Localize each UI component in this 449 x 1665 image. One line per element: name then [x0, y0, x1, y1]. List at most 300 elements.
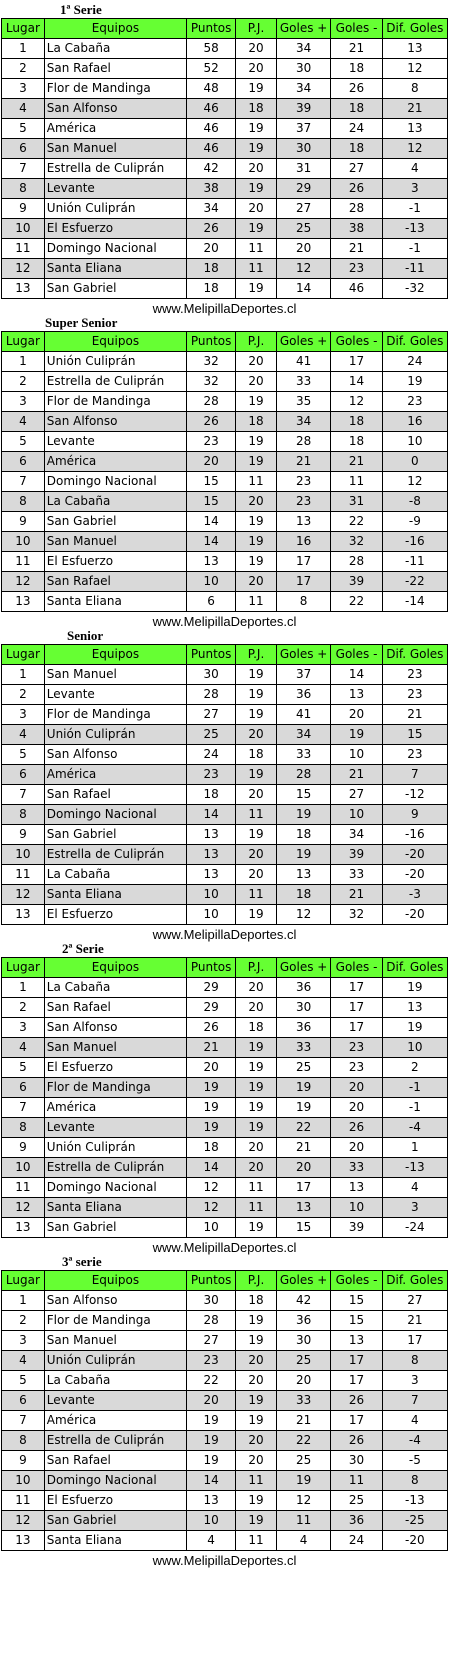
cell-puntos: 14 [187, 1471, 236, 1491]
cell-puntos: 48 [187, 79, 236, 99]
table-row [2, 1018, 448, 1038]
table-row [2, 1291, 448, 1311]
cell-goles-favor: 27 [276, 199, 331, 219]
cell-dif-goles: -22 [382, 572, 447, 592]
cell-goles-favor: 30 [276, 59, 331, 79]
cell-pj: 11 [236, 472, 277, 492]
cell-pj: 20 [236, 199, 277, 219]
col-header-pj: P.J. [236, 19, 277, 39]
cell-goles-contra: 39 [331, 1218, 382, 1238]
cell-goles-contra: 32 [331, 905, 382, 925]
cell-dif-goles: 13 [382, 39, 447, 59]
cell-pj: 20 [236, 1351, 277, 1371]
cell-dif-goles: 23 [382, 665, 447, 685]
cell-puntos: 15 [187, 472, 236, 492]
cell-puntos: 38 [187, 179, 236, 199]
cell-dif-goles: -11 [382, 552, 447, 572]
cell-equipos: La Cabaña [44, 978, 186, 998]
table-row [2, 1118, 448, 1138]
cell-goles-contra: 33 [331, 1158, 382, 1178]
cell-puntos: 18 [187, 1138, 236, 1158]
col-header-puntos: Puntos [187, 645, 236, 665]
cell-goles-favor: 4 [276, 1531, 331, 1551]
cell-pj: 19 [236, 825, 277, 845]
cell-equipos: Domingo Nacional [44, 805, 186, 825]
cell-equipos: San Rafael [44, 998, 186, 1018]
cell-goles-contra: 20 [331, 1098, 382, 1118]
cell-pj: 11 [236, 805, 277, 825]
table-row [2, 179, 448, 199]
footer-website: www.MelipillaDeportes.cl [152, 927, 297, 942]
cell-dif-goles: 8 [382, 79, 447, 99]
cell-equipos: El Esfuerzo [44, 552, 186, 572]
cell-dif-goles: -1 [382, 239, 447, 259]
cell-dif-goles: -24 [382, 1218, 447, 1238]
table-row [2, 1511, 448, 1531]
cell-lugar: 7 [2, 472, 45, 492]
cell-equipos: San Rafael [44, 572, 186, 592]
cell-equipos: Santa Eliana [44, 259, 186, 279]
cell-goles-contra: 33 [331, 865, 382, 885]
cell-pj: 11 [236, 239, 277, 259]
table-row [2, 412, 448, 432]
cell-goles-favor: 37 [276, 119, 331, 139]
cell-pj: 11 [236, 1198, 277, 1218]
col-header-goles-contra: Goles - [331, 1271, 382, 1291]
cell-equipos: El Esfuerzo [44, 1491, 186, 1511]
cell-goles-favor: 33 [276, 1391, 331, 1411]
cell-equipos: Unión Culiprán [44, 199, 186, 219]
table-row [2, 199, 448, 219]
table-row [2, 978, 448, 998]
cell-pj: 20 [236, 998, 277, 1018]
table-row [2, 845, 448, 865]
col-header-dif-goles: Dif. Goles [382, 19, 447, 39]
table-row [2, 219, 448, 239]
cell-lugar: 8 [2, 1431, 45, 1451]
col-header-goles-favor: Goles + [276, 19, 331, 39]
cell-goles-contra: 26 [331, 1118, 382, 1138]
cell-puntos: 28 [187, 1311, 236, 1331]
cell-goles-favor: 21 [276, 1138, 331, 1158]
col-header-goles-favor: Goles + [276, 1271, 331, 1291]
cell-equipos: San Alfonso [44, 1018, 186, 1038]
cell-goles-contra: 27 [331, 159, 382, 179]
cell-equipos: San Gabriel [44, 1218, 186, 1238]
cell-puntos: 27 [187, 1331, 236, 1351]
cell-equipos: Estrella de Culiprán [44, 159, 186, 179]
cell-puntos: 26 [187, 219, 236, 239]
cell-puntos: 52 [187, 59, 236, 79]
table-row [2, 1411, 448, 1431]
cell-lugar: 4 [2, 1038, 45, 1058]
footer-website: www.MelipillaDeportes.cl [152, 1240, 297, 1255]
cell-equipos: Levante [44, 432, 186, 452]
table-row [2, 665, 448, 685]
cell-goles-favor: 23 [276, 472, 331, 492]
cell-goles-contra: 11 [331, 472, 382, 492]
cell-pj: 18 [236, 1291, 277, 1311]
cell-equipos: San Alfonso [44, 1291, 186, 1311]
cell-puntos: 19 [187, 1431, 236, 1451]
cell-puntos: 42 [187, 159, 236, 179]
cell-equipos: San Manuel [44, 139, 186, 159]
cell-puntos: 23 [187, 1351, 236, 1371]
section-title: Senior [67, 628, 104, 643]
cell-goles-contra: 22 [331, 512, 382, 532]
cell-lugar: 7 [2, 159, 45, 179]
table-row [2, 1158, 448, 1178]
col-header-goles-favor: Goles + [276, 958, 331, 978]
cell-pj: 19 [236, 432, 277, 452]
table-row [2, 59, 448, 79]
cell-pj: 19 [236, 139, 277, 159]
cell-goles-contra: 34 [331, 825, 382, 845]
cell-lugar: 10 [2, 532, 45, 552]
cell-dif-goles: 12 [382, 139, 447, 159]
cell-pj: 19 [236, 219, 277, 239]
cell-goles-favor: 36 [276, 1018, 331, 1038]
cell-lugar: 1 [2, 39, 45, 59]
cell-goles-favor: 39 [276, 99, 331, 119]
cell-pj: 20 [236, 492, 277, 512]
cell-equipos: Flor de Mandinga [44, 1078, 186, 1098]
cell-equipos: El Esfuerzo [44, 219, 186, 239]
cell-lugar: 11 [2, 1178, 45, 1198]
cell-pj: 19 [236, 1311, 277, 1331]
cell-goles-contra: 23 [331, 259, 382, 279]
cell-dif-goles: 8 [382, 1351, 447, 1371]
cell-puntos: 10 [187, 1218, 236, 1238]
cell-pj: 19 [236, 392, 277, 412]
cell-pj: 20 [236, 725, 277, 745]
cell-goles-contra: 10 [331, 745, 382, 765]
standings-table [1, 18, 448, 299]
cell-dif-goles: -13 [382, 1158, 447, 1178]
col-header-dif-goles: Dif. Goles [382, 645, 447, 665]
cell-goles-contra: 18 [331, 139, 382, 159]
table-row [2, 392, 448, 412]
cell-lugar: 6 [2, 1078, 45, 1098]
cell-pj: 19 [236, 552, 277, 572]
section-title: Super Senior [45, 315, 118, 330]
footer-website: www.MelipillaDeportes.cl [152, 1553, 297, 1568]
cell-puntos: 19 [187, 1411, 236, 1431]
table-row [2, 1351, 448, 1371]
table-row [2, 1038, 448, 1058]
cell-goles-favor: 20 [276, 1371, 331, 1391]
cell-pj: 19 [236, 1058, 277, 1078]
cell-goles-contra: 26 [331, 79, 382, 99]
cell-pj: 19 [236, 1098, 277, 1118]
cell-dif-goles: 4 [382, 1411, 447, 1431]
cell-goles-contra: 26 [331, 1391, 382, 1411]
cell-lugar: 12 [2, 1198, 45, 1218]
cell-dif-goles: 13 [382, 998, 447, 1018]
cell-goles-contra: 46 [331, 279, 382, 299]
col-header-pj: P.J. [236, 645, 277, 665]
cell-puntos: 21 [187, 1038, 236, 1058]
cell-lugar: 10 [2, 219, 45, 239]
table-row [2, 725, 448, 745]
cell-equipos: San Gabriel [44, 279, 186, 299]
cell-puntos: 10 [187, 1511, 236, 1531]
cell-pj: 20 [236, 865, 277, 885]
cell-pj: 19 [236, 905, 277, 925]
cell-pj: 19 [236, 532, 277, 552]
col-header-dif-goles: Dif. Goles [382, 1271, 447, 1291]
table-row [2, 159, 448, 179]
table-row [2, 492, 448, 512]
cell-lugar: 12 [2, 885, 45, 905]
cell-pj: 19 [236, 1491, 277, 1511]
cell-puntos: 26 [187, 412, 236, 432]
cell-goles-contra: 22 [331, 592, 382, 612]
cell-dif-goles: -4 [382, 1431, 447, 1451]
header-row [2, 1271, 448, 1291]
cell-puntos: 22 [187, 1371, 236, 1391]
cell-dif-goles: -1 [382, 1098, 447, 1118]
cell-puntos: 23 [187, 765, 236, 785]
cell-goles-favor: 17 [276, 552, 331, 572]
table-row [2, 512, 448, 532]
cell-lugar: 12 [2, 259, 45, 279]
col-header-equipos: Equipos [44, 19, 186, 39]
cell-puntos: 10 [187, 572, 236, 592]
cell-dif-goles: -14 [382, 592, 447, 612]
cell-goles-contra: 15 [331, 1311, 382, 1331]
cell-equipos: Santa Eliana [44, 1198, 186, 1218]
col-header-equipos: Equipos [44, 1271, 186, 1291]
cell-goles-favor: 11 [276, 1511, 331, 1531]
cell-goles-favor: 15 [276, 785, 331, 805]
cell-puntos: 13 [187, 1491, 236, 1511]
table-row [2, 865, 448, 885]
cell-goles-contra: 28 [331, 552, 382, 572]
cell-goles-favor: 28 [276, 765, 331, 785]
cell-goles-favor: 23 [276, 492, 331, 512]
cell-goles-contra: 28 [331, 199, 382, 219]
cell-dif-goles: 12 [382, 59, 447, 79]
cell-lugar: 13 [2, 905, 45, 925]
cell-goles-favor: 21 [276, 452, 331, 472]
cell-puntos: 29 [187, 978, 236, 998]
cell-puntos: 20 [187, 239, 236, 259]
table-row [2, 352, 448, 372]
cell-goles-favor: 12 [276, 905, 331, 925]
cell-goles-contra: 20 [331, 1078, 382, 1098]
cell-goles-contra: 39 [331, 572, 382, 592]
cell-puntos: 27 [187, 705, 236, 725]
cell-goles-favor: 37 [276, 665, 331, 685]
cell-puntos: 28 [187, 685, 236, 705]
standings-table [1, 1270, 448, 1551]
cell-lugar: 10 [2, 845, 45, 865]
cell-equipos: Domingo Nacional [44, 1471, 186, 1491]
standings-table [1, 331, 448, 612]
cell-pj: 20 [236, 159, 277, 179]
table-row [2, 79, 448, 99]
cell-goles-contra: 17 [331, 1371, 382, 1391]
table-row [2, 1531, 448, 1551]
cell-goles-contra: 14 [331, 665, 382, 685]
col-header-equipos: Equipos [44, 958, 186, 978]
cell-dif-goles: 17 [382, 1331, 447, 1351]
cell-dif-goles: -13 [382, 1491, 447, 1511]
cell-pj: 20 [236, 572, 277, 592]
table-row [2, 572, 448, 592]
table-row [2, 1098, 448, 1118]
cell-goles-favor: 33 [276, 745, 331, 765]
col-header-pj: P.J. [236, 1271, 277, 1291]
cell-equipos: San Rafael [44, 1451, 186, 1471]
cell-goles-contra: 17 [331, 978, 382, 998]
cell-equipos: San Manuel [44, 665, 186, 685]
cell-goles-favor: 17 [276, 572, 331, 592]
table-row [2, 119, 448, 139]
header-row [2, 19, 448, 39]
table-row [2, 1391, 448, 1411]
cell-goles-favor: 19 [276, 805, 331, 825]
cell-goles-contra: 36 [331, 1511, 382, 1531]
cell-equipos: El Esfuerzo [44, 905, 186, 925]
cell-lugar: 1 [2, 352, 45, 372]
cell-dif-goles: -25 [382, 1511, 447, 1531]
col-header-goles-contra: Goles - [331, 332, 382, 352]
cell-goles-contra: 10 [331, 1198, 382, 1218]
cell-puntos: 6 [187, 592, 236, 612]
cell-lugar: 7 [2, 1098, 45, 1118]
cell-goles-favor: 15 [276, 1218, 331, 1238]
cell-goles-favor: 25 [276, 1451, 331, 1471]
cell-lugar: 4 [2, 412, 45, 432]
cell-dif-goles: -5 [382, 1451, 447, 1471]
cell-goles-favor: 35 [276, 392, 331, 412]
header-row [2, 958, 448, 978]
cell-equipos: San Gabriel [44, 825, 186, 845]
cell-goles-contra: 14 [331, 372, 382, 392]
cell-goles-favor: 33 [276, 1038, 331, 1058]
table-row [2, 885, 448, 905]
cell-dif-goles: 24 [382, 352, 447, 372]
cell-goles-contra: 21 [331, 885, 382, 905]
cell-goles-contra: 20 [331, 705, 382, 725]
cell-dif-goles: -16 [382, 532, 447, 552]
cell-puntos: 30 [187, 1291, 236, 1311]
cell-puntos: 13 [187, 865, 236, 885]
col-header-puntos: Puntos [187, 19, 236, 39]
cell-dif-goles: 0 [382, 452, 447, 472]
cell-dif-goles: 2 [382, 1058, 447, 1078]
cell-lugar: 6 [2, 765, 45, 785]
standings-section [0, 2, 449, 318]
cell-pj: 19 [236, 279, 277, 299]
cell-lugar: 11 [2, 1491, 45, 1511]
cell-lugar: 5 [2, 119, 45, 139]
cell-goles-contra: 12 [331, 392, 382, 412]
col-header-goles-contra: Goles - [331, 645, 382, 665]
cell-dif-goles: -1 [382, 199, 447, 219]
cell-equipos: San Gabriel [44, 1511, 186, 1531]
footer-website: www.MelipillaDeportes.cl [152, 301, 297, 316]
cell-dif-goles: 4 [382, 1178, 447, 1198]
cell-puntos: 20 [187, 452, 236, 472]
cell-puntos: 25 [187, 725, 236, 745]
cell-goles-favor: 22 [276, 1431, 331, 1451]
cell-puntos: 12 [187, 1178, 236, 1198]
cell-goles-favor: 28 [276, 432, 331, 452]
cell-lugar: 11 [2, 239, 45, 259]
col-header-dif-goles: Dif. Goles [382, 958, 447, 978]
cell-lugar: 9 [2, 1138, 45, 1158]
cell-dif-goles: 9 [382, 805, 447, 825]
table-row [2, 1218, 448, 1238]
cell-goles-favor: 22 [276, 1118, 331, 1138]
cell-lugar: 10 [2, 1471, 45, 1491]
cell-pj: 11 [236, 885, 277, 905]
col-header-dif-goles: Dif. Goles [382, 332, 447, 352]
cell-lugar: 11 [2, 865, 45, 885]
cell-dif-goles: -11 [382, 259, 447, 279]
cell-dif-goles: 8 [382, 1471, 447, 1491]
cell-goles-contra: 18 [331, 412, 382, 432]
cell-dif-goles: -13 [382, 219, 447, 239]
col-header-lugar: Lugar [2, 1271, 45, 1291]
section-title: 3ª serie [62, 1254, 102, 1269]
cell-goles-contra: 21 [331, 452, 382, 472]
cell-dif-goles: 4 [382, 159, 447, 179]
cell-lugar: 5 [2, 745, 45, 765]
cell-equipos: Unión Culiprán [44, 725, 186, 745]
col-header-pj: P.J. [236, 958, 277, 978]
cell-goles-contra: 18 [331, 432, 382, 452]
cell-goles-favor: 19 [276, 1078, 331, 1098]
table-row [2, 785, 448, 805]
cell-dif-goles: 10 [382, 432, 447, 452]
cell-goles-favor: 34 [276, 725, 331, 745]
cell-puntos: 19 [187, 1098, 236, 1118]
cell-puntos: 32 [187, 352, 236, 372]
cell-lugar: 11 [2, 552, 45, 572]
standings-section [0, 1254, 449, 1570]
cell-puntos: 18 [187, 259, 236, 279]
cell-lugar: 2 [2, 372, 45, 392]
section-title: 1ª Serie [60, 2, 102, 17]
cell-goles-favor: 20 [276, 1158, 331, 1178]
cell-pj: 19 [236, 179, 277, 199]
cell-dif-goles: 3 [382, 1371, 447, 1391]
header-row [2, 645, 448, 665]
cell-equipos: América [44, 1411, 186, 1431]
cell-lugar: 9 [2, 825, 45, 845]
cell-pj: 11 [236, 1531, 277, 1551]
cell-dif-goles: 7 [382, 1391, 447, 1411]
cell-equipos: Levante [44, 1391, 186, 1411]
cell-puntos: 24 [187, 745, 236, 765]
cell-pj: 20 [236, 39, 277, 59]
col-header-pj: P.J. [236, 332, 277, 352]
cell-equipos: El Esfuerzo [44, 1058, 186, 1078]
cell-goles-favor: 34 [276, 79, 331, 99]
cell-equipos: Unión Culiprán [44, 352, 186, 372]
cell-puntos: 46 [187, 139, 236, 159]
col-header-goles-contra: Goles - [331, 958, 382, 978]
cell-pj: 20 [236, 372, 277, 392]
table-row [2, 239, 448, 259]
cell-lugar: 1 [2, 1291, 45, 1311]
cell-dif-goles: 23 [382, 745, 447, 765]
cell-pj: 20 [236, 1431, 277, 1451]
